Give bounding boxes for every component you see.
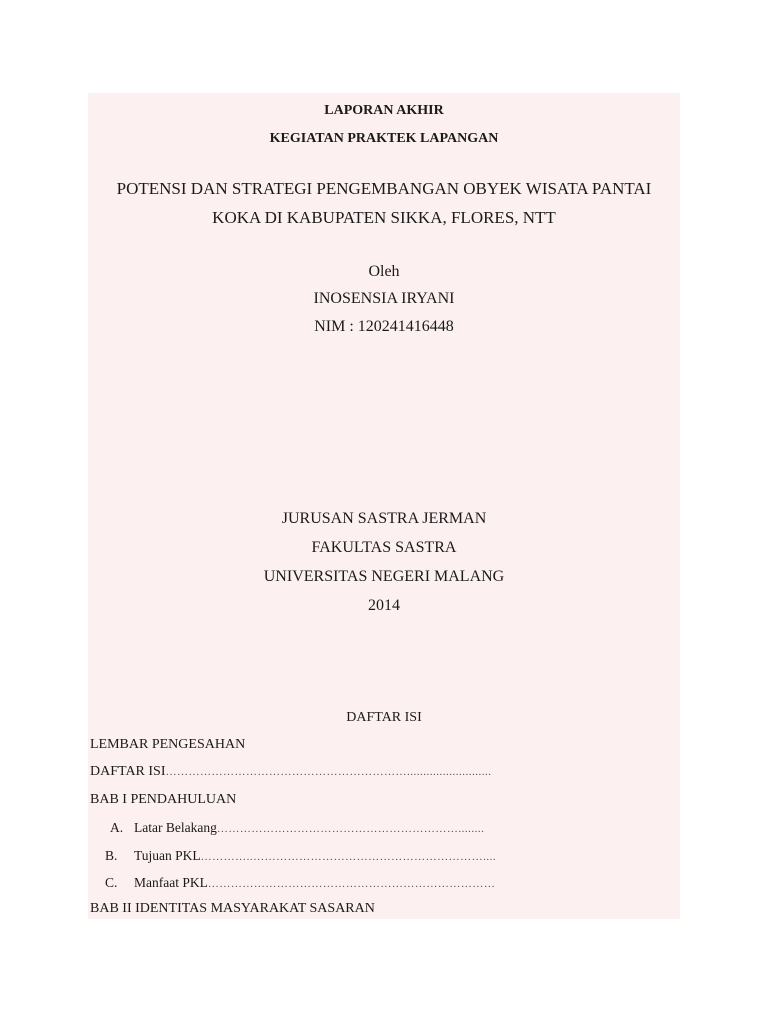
toc-entry-label: Manfaat PKL: [134, 875, 208, 890]
toc-entry-label: BAB I PENDAHULUAN: [90, 792, 237, 807]
title-line-1: POTENSI DAN STRATEGI PENGEMBANGAN OBYEK WISATA PANTAI: [116, 179, 652, 198]
year: 2014: [368, 597, 400, 614]
author-name: INOSENSIA IRYANI: [313, 290, 455, 307]
toc-entry: [134, 820, 484, 836]
activity-label: KEGIATAN PRAKTEK LAPANGAN: [269, 131, 499, 146]
author-by: Oleh: [368, 263, 400, 280]
author-nim: NIM : 120241416448: [314, 318, 454, 335]
faculty: FAKULTAS SASTRA: [311, 539, 457, 556]
toc-entry: [90, 737, 245, 753]
department: JURUSAN SASTRA JERMAN: [281, 510, 487, 527]
toc-entry-label: DAFTAR ISI: [90, 764, 166, 779]
toc-entry-marker: A.: [110, 820, 124, 835]
toc-entry-label: Tujuan PKL: [134, 848, 201, 863]
toc-entry-marker: B.: [105, 848, 118, 863]
toc-leader-dots: ………………………………………………………........: [216, 823, 485, 835]
toc-entry: [134, 875, 495, 891]
toc-entry: [90, 901, 375, 917]
toc-entry: [90, 792, 236, 808]
toc-entry-label: LEMBAR PENGESAHAN: [90, 737, 246, 752]
report-label: LAPORAN AKHIR: [324, 103, 444, 118]
toc-entry: [134, 848, 496, 864]
toc-entry-label: BAB II IDENTITAS MASYARAKAT SASARAN: [90, 901, 375, 916]
toc-leader-dots: …………..……………………………………………………....: [200, 851, 497, 863]
toc-heading: DAFTAR ISI: [346, 710, 422, 725]
toc-entry: [90, 764, 492, 780]
toc-leader-dots: ………………………………………………………..........................: [165, 766, 492, 778]
university: UNIVERSITAS NEGERI MALANG: [263, 568, 505, 585]
toc-leader-dots: …………………………………………………………………: [207, 878, 496, 890]
toc-entry-label: Latar Belakang: [134, 820, 217, 835]
toc-entry-marker: C.: [105, 875, 118, 890]
title-line-2: KOKA DI KABUPATEN SIKKA, FLORES, NTT: [212, 208, 556, 227]
document-page: [88, 93, 680, 919]
